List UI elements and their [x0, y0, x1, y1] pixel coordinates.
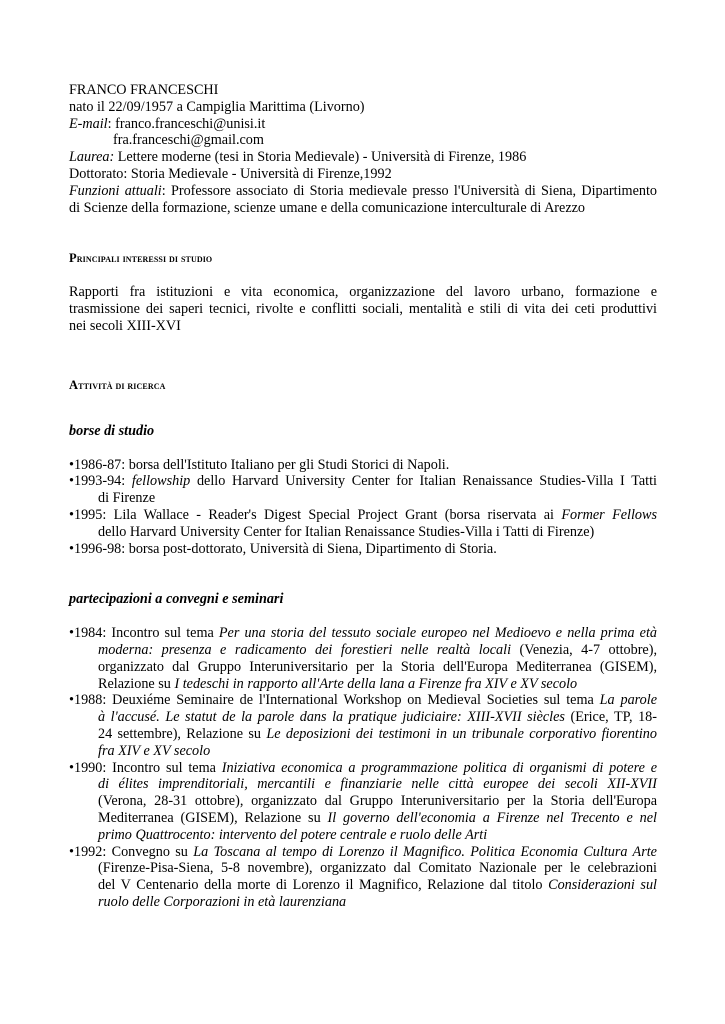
- funzioni-line-2: di Scienze della formazione, scienze umane e della comunicazione interculturale di Arezzo: [69, 199, 586, 216]
- attivita-heading: Attività di ricerca: [69, 377, 166, 392]
- author-name: FRANCO FRANCESCHI: [69, 82, 219, 98]
- funzioni-line-1: Funzioni attuali: Professore associato di Storia medievale presso l'Università di Siena, Dipartimento: [69, 182, 657, 199]
- email-label: E-mail: [69, 115, 108, 132]
- interessi-line-3: nei secoli XIII-XVI: [69, 317, 181, 334]
- document-page: [69, 82, 657, 911]
- convegni-heading: partecipazioni a convegni e seminari: [69, 591, 284, 608]
- list-item: •1996-98: borsa post-dottorato, Università di Siena, Dipartimento di Storia.: [69, 540, 497, 557]
- list-item: •1990: Incontro sul tema Iniziativa economica a programmazione politica di organismi di potere e di élites imprenditoriali, mercantili e finanziarie nelle città europee dei secoli XII-XVII (Verona, 28-31 ottobre), organizzato dal Gruppo Interuniversitario per la Storia dell'Europa Mediterranea (GISEM), Relazione su Il governo dell'economia a Firenze nel Trecento e nel primo Quattrocento: intervento del potere centrale e ruolo delle Arti: [69, 759, 658, 843]
- funzioni-text-1: Professore associato di Storia medievale presso l'Università di Siena, Dipartimento: [170, 182, 657, 199]
- interessi-line-1: Rapporti fra istituzioni e vita economica, organizzazione del lavoro urbano, formazione e: [69, 284, 657, 301]
- dottorato-line: Dottorato: Storia Medievale - Università di Firenze,1992: [69, 165, 392, 182]
- list-item: •1993-94: fellowship dello Harvard University Center for Italian Renaissance Studies-Villa I Tatti di Firenze: [69, 473, 657, 507]
- funzioni-label: Funzioni attuali: [69, 182, 162, 199]
- list-item: •1988: Deuxiéme Seminaire de l'International Workshop on Medieval Societies sul tema La parole à l'accusé. Le statut de la parole dans la pratique judiciaire: XIII-XVII siècles (Erice, TP, 18- 24 settembre), Relazione su Le deposizioni dei testimoni in un tribunale corporativo fiorentino fra XIV e XV secolo: [69, 692, 658, 759]
- list-item: •1995: Lila Wallace - Reader's Digest Special Project Grant (borsa riservata ai Former Fellows dello Harvard University Center for Italian Renaissance Studies-Villa i Tatti di Firenze): [69, 506, 657, 540]
- interessi-heading: Principali interessi di studio: [69, 251, 213, 266]
- email-address-2: fra.franceschi@gmail.com: [113, 132, 264, 149]
- laurea-label: Laurea:: [69, 149, 115, 166]
- convegni-list: [69, 625, 657, 911]
- borse-list: [69, 457, 657, 558]
- interessi-paragraph: [69, 284, 657, 334]
- list-item: •1986-87: borsa dell'Istituto Italiano per gli Studi Storici di Napoli.: [69, 456, 450, 473]
- laurea-text: Lettere moderne (tesi in Storia Medievale) - Università di Firenze, 1986: [117, 149, 527, 166]
- borse-heading: borse di studio: [69, 422, 155, 439]
- email-address-1: franco.franceschi@unisi.it: [115, 115, 266, 132]
- personal-info: [69, 82, 657, 216]
- laurea-line: [69, 149, 657, 166]
- birth-info: nato il 22/09/1957 a Campiglia Marittima (Livorno): [69, 98, 365, 115]
- list-item: •1984: Incontro sul tema Per una storia del tessuto sociale europeo nel Medioevo e nella prima età moderna: presenza e radicamento dei forestieri nelle realtà locali (Venezia, 4-7 ottobre), organizzato dal Gruppo Interuniversitario per la Storia dell'Europa Mediterranea (GISEM), Relazione su I tedeschi in rapporto all'Arte della lana a Firenze fra XIV e XV secolo: [69, 625, 657, 692]
- list-item: •1992: Convegno su La Toscana al tempo di Lorenzo il Magnifico. Politica Economia Cultura Arte (Firenze-Pisa-Siena, 5-8 novembre), organizzato dal Comitato Nazionale per le celebrazioni del V Centenario della morte di Lorenzo il Magnifico, Relazione dal titolo Considerazioni sul ruolo delle Corporazioni in età laurenziana: [69, 843, 657, 910]
- interessi-line-2: trasmissione dei saperi tecnici, rivolte e conflitti sociali, mentalità e stili di vita dei ceti produttivi: [69, 301, 657, 318]
- email-line: E-mail: franco.franceschi@unisi.it: [69, 115, 266, 132]
